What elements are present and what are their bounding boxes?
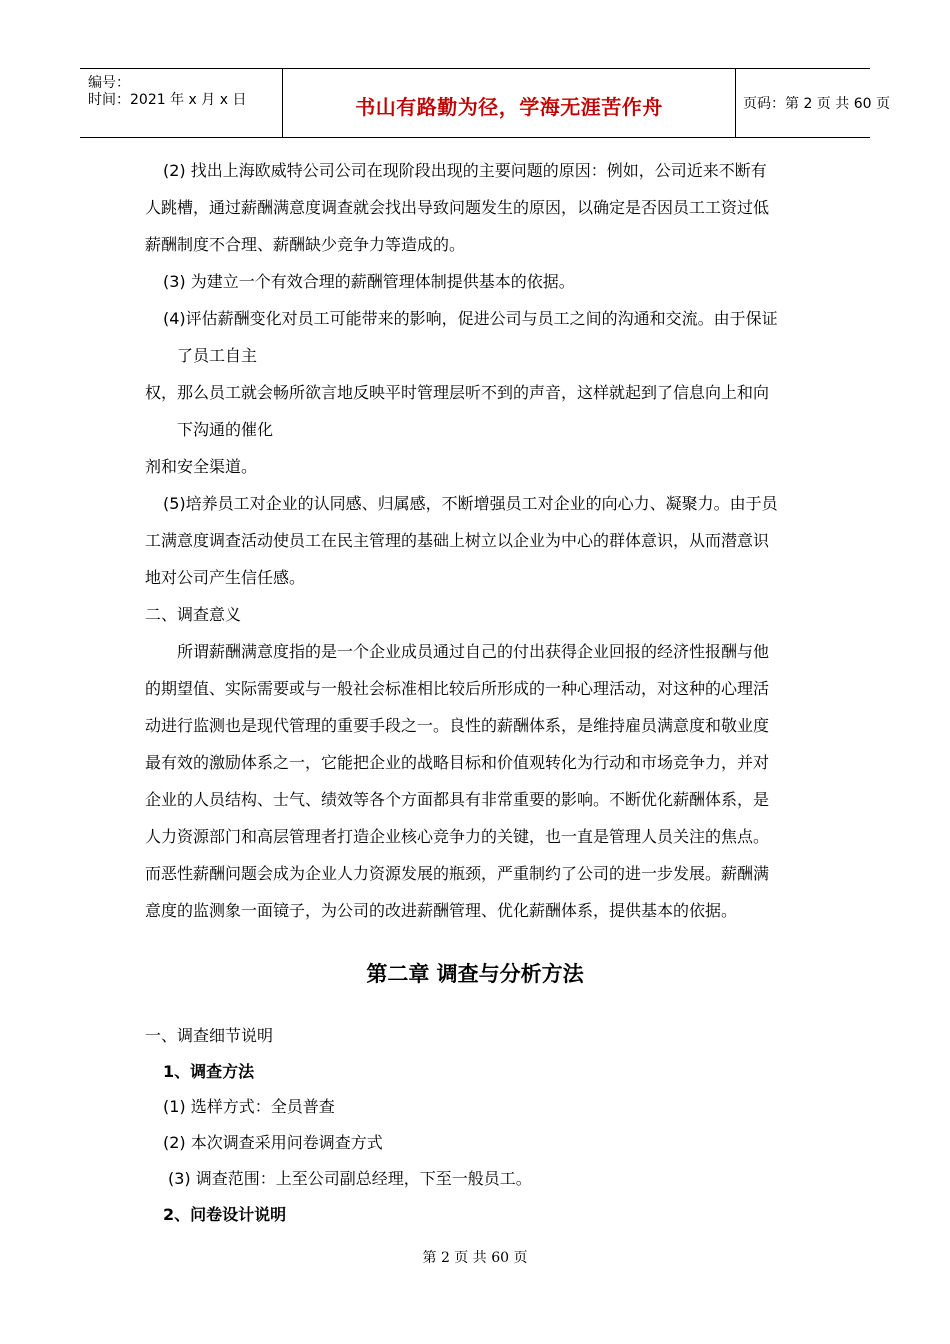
paragraph-line: (5)培养员工对企业的认同感、归属感，不断增强员工对企业的向心力、凝聚力。由于员 (163, 494, 778, 513)
paragraph-line: (4)评估薪酬变化对员工可能带来的影响，促进公司与员工之间的沟通和交流。由于保证 (163, 309, 778, 328)
page-footer: 第 2 页 共 60 页 (422, 1250, 528, 1266)
paragraph-line: 剂和安全渠道。 (145, 457, 258, 476)
list-item: (1) 选样方式：全员普查 (163, 1097, 335, 1116)
paragraph-line: 下沟通的催化 (177, 420, 274, 439)
motto: 书山有路勤为径，学海无涯苦作舟 (355, 95, 663, 119)
page-header (80, 68, 890, 138)
paragraph-line: 薪酬制度不合理、薪酬缺少竞争力等造成的。 (145, 235, 466, 254)
paragraph-line: 企业的人员结构、士气、绩效等各个方面都具有非常重要的影响。不断优化薪酬体系，是 (145, 790, 770, 809)
paragraph-line: 动进行监测也是现代管理的重要手段之一。良性的薪酬体系，是维持雇员满意度和敬业度 (145, 716, 770, 735)
time-label: 时间：2021 年 x 月 x 日 (88, 92, 247, 108)
subsection-heading: 2、问卷设计说明 (163, 1205, 287, 1224)
section-heading: 二、调查意义 (145, 605, 242, 624)
paragraph-line: 的期望值、实际需要或与一般社会标准相比较后所形成的一种心理活动，对这种的心理活 (145, 679, 770, 698)
list-item: (3) 调查范围：上至公司副总经理，下至一般员工。 (168, 1169, 532, 1188)
paragraph-line: 而恶性薪酬问题会成为企业人力资源发展的瓶颈，严重制约了公司的进一步发展。薪酬满 (145, 864, 770, 883)
paragraph-line: 人力资源部门和高层管理者打造企业核心竞争力的关键，也一直是管理人员关注的焦点。 (145, 827, 770, 846)
paragraph-line: 地对公司产生信任感。 (145, 568, 306, 587)
paragraph-line: 最有效的激励体系之一，它能把企业的战略目标和价值观转化为行动和市场竞争力，并对 (145, 753, 770, 772)
header-motto-cell (282, 69, 736, 137)
paragraph-line: (2) 找出上海欧威特公司公司在现阶段出现的主要问题的原因：例如，公司近来不断有 (163, 161, 767, 180)
chapter-title: 第二章 调查与分析方法 (366, 962, 584, 986)
paragraph-line: 人跳槽，通过薪酬满意度调查就会找出导致问题发生的原因，以确定是否因员工工资过低 (145, 198, 770, 217)
header-page-cell (735, 69, 890, 137)
paragraph-line: (3) 为建立一个有效合理的薪酬管理体制提供基本的依据。 (163, 272, 575, 291)
paragraph-line: 所谓薪酬满意度指的是一个企业成员通过自己的付出获得企业回报的经济性报酬与他 (177, 642, 770, 661)
paragraph-line: 意度的监测象一面镜子，为公司的改进薪酬管理、优化薪酬体系，提供基本的依据。 (145, 901, 738, 920)
subsection-heading: 1、调查方法 (163, 1062, 255, 1081)
paragraph-line: 权，那么员工就会畅所欲言地反映平时管理层听不到的声音，这样就起到了信息向上和向 (145, 383, 770, 402)
paragraph-line: 了员工自主 (177, 346, 258, 365)
header-meta (80, 69, 280, 137)
number-label: 编号： (88, 75, 130, 91)
paragraph-line: 工满意度调查活动使员工在民主管理的基础上树立以企业为中心的群体意识，从而潜意识 (145, 531, 770, 550)
section-heading: 一、调查细节说明 (145, 1026, 274, 1045)
list-item: (2) 本次调查采用问卷调查方式 (163, 1133, 383, 1152)
page-label: 页码：第 2 页 共 60 页 (743, 96, 890, 112)
